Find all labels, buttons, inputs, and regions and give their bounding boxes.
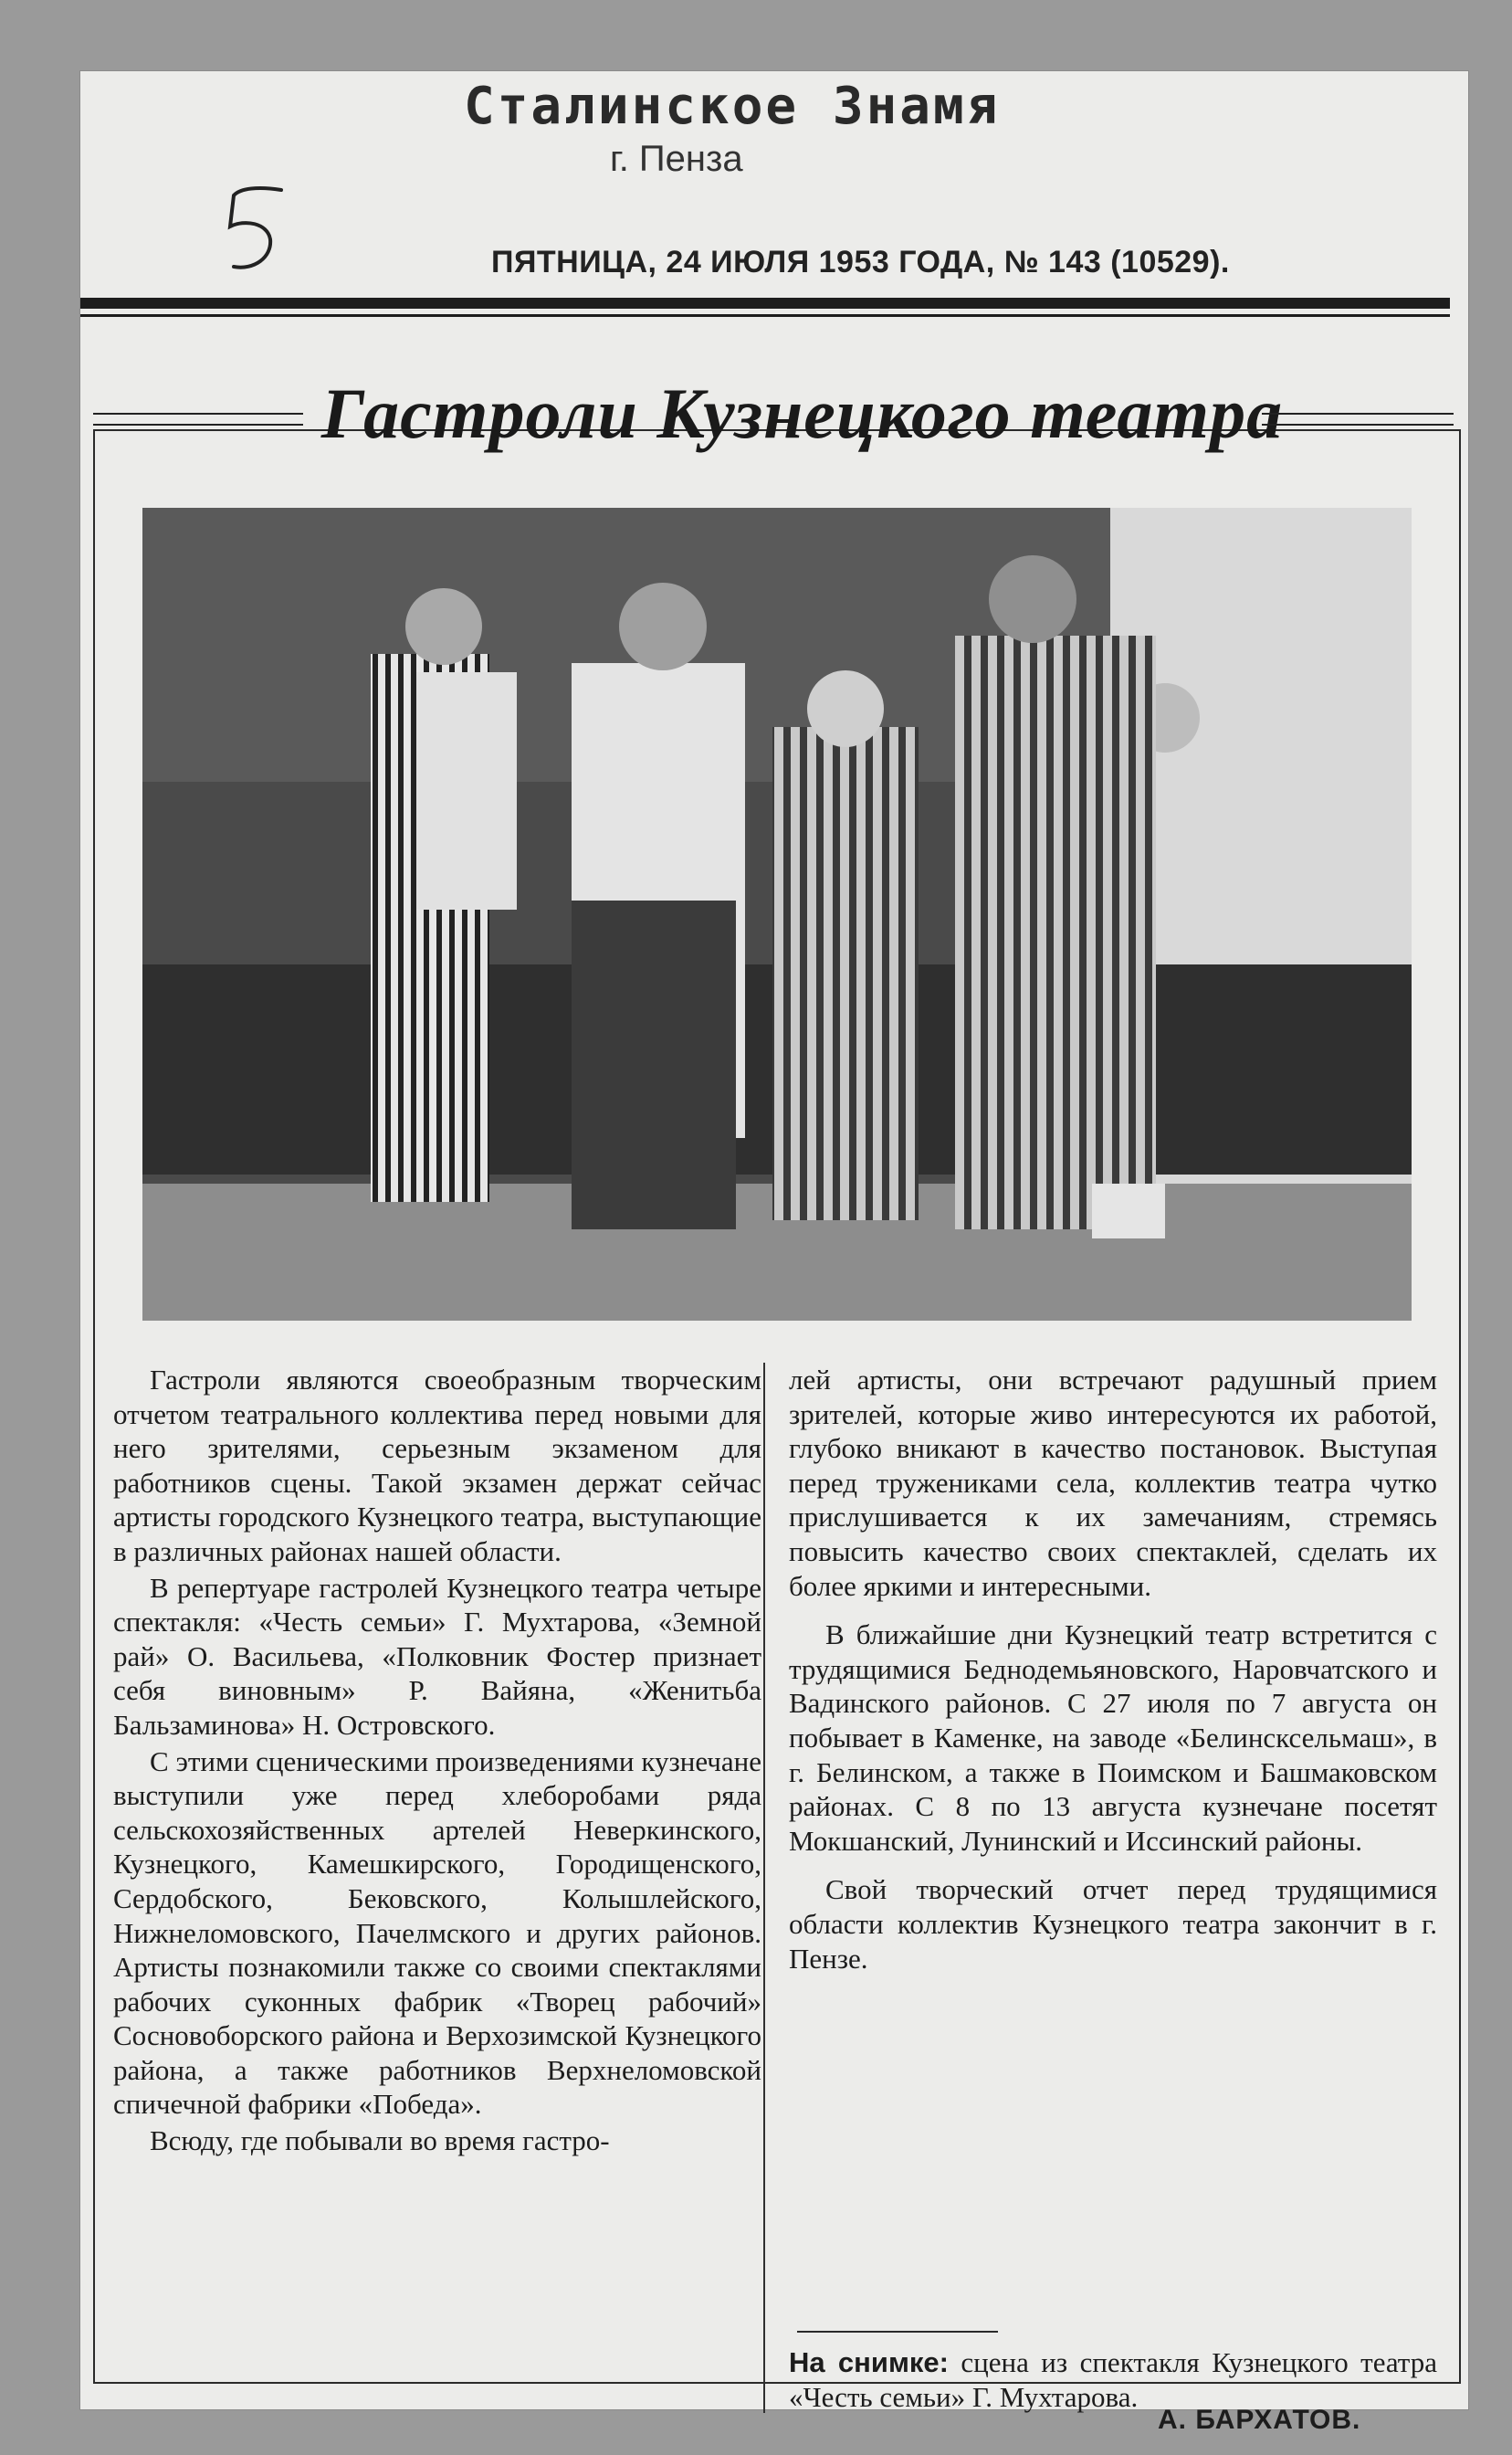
paragraph: Гастроли являются своеобразным творческим отчетом театрального коллектива перед новыми для него зрителями, серьезным экзаменом для работников сцены. Такой экзамен держат сейчас артисты городского Кузнецкого театра, выступающие в различных районах нашей области. <box>113 1364 761 1567</box>
stage-scene-photo <box>142 508 1412 1321</box>
paragraph: В ближайшие дни Кузнецкий театр встретится с трудящимися Беднодемьяновского, Наровчатского и Вадинского районов. С 27 июля по 7 августа он побывает в Каменке, на заводе «Белинсксельмаш», в г. Белинском, а также в Поимском и Башмаковском районах. С 8 по 13 августа кузнечане посетят Мокшанский, Лунинский и Иссинский районы. <box>789 1618 1437 1857</box>
paragraph: лей артисты, они встречают радушный прием зрителей, которые живо интересуются их работой, глубоко вникают в качество постановок. Выступая перед тружениками села, коллектив театра чутко прислушивается к их замечаниям, стремясь повысить качество своих спектаклей, сделать их более яркими и интересными. <box>789 1364 1437 1602</box>
paragraph: Всюду, где побывали во время гастро- <box>150 2124 610 2157</box>
article-left-column <box>113 1363 761 2158</box>
paragraph: В репертуаре гастролей Кузнецкого театра четыре спектакля: «Честь семьи» Г. Мухтарова, «Земной рай» О. Васильева, «Полковник Фостер признает себя виновным» Р. Вайяна, «Женитьба Бальзаминова» Н. Островского. <box>113 1571 761 1741</box>
caption-lead: На снимке: <box>789 2346 949 2378</box>
actress-center <box>772 670 919 1220</box>
handwritten-number-mark <box>217 179 290 279</box>
column-divider <box>763 1363 765 2413</box>
photo-image <box>142 508 1412 1321</box>
author-signature: А. БАРХАТОВ. <box>1158 2405 1361 2435</box>
photo-caption <box>789 2345 1437 2414</box>
caption-text: сцена из спектакля Кузнецкого театра «Честь семьи» Г. Мухтарова. <box>789 2346 1437 2413</box>
newspaper-clipping <box>80 71 1468 2435</box>
masthead-rule-thin <box>80 314 1450 317</box>
paragraph: С этими сценическими произведениями кузнечане выступили уже перед хлеборобами ряда сельскохозяйственных артелей Неверкинского, Кузнецкого, Камешкирского, Городищенского, Сердобского, Бековского, Колышлейского, Нижнеломовского, Пачелмского и других районов. Артисты познакомили также со своими спектаклями рабочих суконных фабрик «Творец рабочий» Сосновоборского района и Верхозимской Кузнецкого района, а также работников Верхнеломовской спичечной фабрики «Победа». <box>113 1744 761 2121</box>
article-right-column <box>789 1363 1437 1976</box>
newspaper-stamp-title: Сталинское Знамя <box>464 77 1001 136</box>
issue-dateline: ПЯТНИЦА, 24 ИЮЛЯ 1953 ГОДА, № 143 (10529). <box>491 245 1230 279</box>
paragraph: Свой творческий отчет перед трудящимися области коллектив Кузнецкого театра закончит в г. Пензе. <box>789 1873 1437 1975</box>
headline-row <box>93 373 1463 473</box>
actor-right <box>955 555 1165 1238</box>
caption-rule <box>797 2331 998 2333</box>
headline-rule-left <box>93 413 303 426</box>
actor-center-left <box>572 583 745 1229</box>
newspaper-stamp-city: г. Пенза <box>610 139 743 179</box>
headline-rule-right <box>1262 413 1454 426</box>
article-headline: Гастроли Кузнецкого театра <box>321 374 1284 453</box>
masthead-rule <box>80 298 1450 309</box>
